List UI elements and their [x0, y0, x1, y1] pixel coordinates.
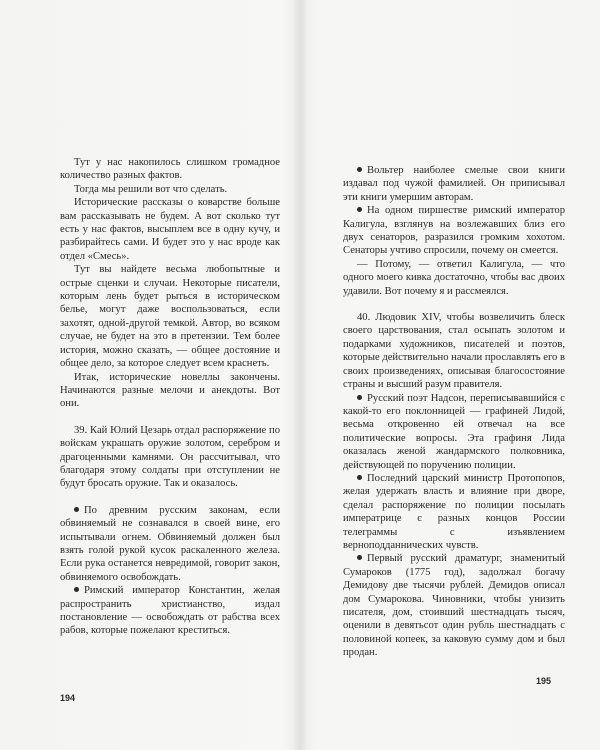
bullet-icon	[357, 555, 362, 560]
bullet-paragraph	[60, 584, 280, 638]
bullet-paragraph	[343, 472, 565, 552]
bullet-icon	[74, 587, 79, 592]
paragraph: — Потому, — ответил Калигула, — что одного моего кивка достаточно, чтобы вас двоих удавили. Вот почему я и рассмеялся.	[343, 258, 565, 297]
bullet-text: Первый русский драматург, знаменитый Сумароков (1775 год), задолжал богачу Демидову две тысячи рублей. Демидов описал дом Сумарокова. Чиновники, чтобы унизить писателя, дом, стоивший шестнадцать тысяч, оценили в девятьсот один рубль шестнадцать с половиной копеек, за каковую сумму дом и был продан.	[343, 553, 565, 659]
section-gap	[343, 298, 565, 311]
bullet-icon	[74, 507, 79, 512]
page-number: 195	[536, 676, 552, 686]
bullet-paragraph	[343, 392, 565, 472]
section-gap	[60, 491, 280, 504]
bullet-text: На одном пиршестве римский император Калигула, взглянув на возлежавших близ его двух сенаторов, разразился громким хохотом. Сенаторы учтиво спросили, почему он смеется.	[343, 205, 565, 257]
left-page-text	[60, 156, 280, 638]
bullet-icon	[357, 167, 362, 172]
page-number: 194	[60, 693, 76, 703]
bullet-paragraph	[343, 164, 565, 204]
bullet-text: Русский поэт Надсон, переписывавшийся с какой-то его поклонницей — графиней Лидой, весьма откровенно ей отвечал на все политические вопросы. Эта графиня Лида оказалась женой жандармского полковника, действующей по поручению полиции.	[343, 392, 565, 471]
bullet-paragraph	[343, 204, 565, 258]
bullet-icon	[357, 207, 362, 212]
bullet-icon	[357, 395, 362, 400]
bullet-text: Последний царский министр Протопопов, желая удержать власть и влияние при дворе, сделал распоряжение по полиции посылать императрице с разных концов России телеграммы с изъявлением верноподданнических чувств.	[343, 472, 565, 551]
bullet-text: По древним русским законам, если обвиняемый не сознавался в своей вине, его испытывали огнем. Обвиняемый должен был взять голой рукой кусок раскаленного железа. Если рука останется невредимой, говорит закон, обвиняемого освобождать.	[60, 504, 280, 583]
numbered-paragraph: 40. Людовик XIV, чтобы возвеличить блеск своего царствования, стал осыпать золотом и подарками художников, писателей и поэтов, которые действительно начали прославлять его в своих произведениях, описывая благосостояние страны и высший разум правителя.	[343, 312, 565, 391]
section-gap	[60, 411, 280, 424]
bullet-paragraph	[343, 552, 565, 659]
bullet-icon	[357, 475, 362, 480]
paragraph: Тут вы найдете весьма любопытные и острые сценки и случаи. Некоторые писатели, которым лень будет рыться в историческом белье, могут даже воспользоваться, если захотят, одной-другой темкой. Автор, во всяком случае, не будет на это в претензии. Тем более история, можно сказать, — общее достояние и общее дело, за которое следует всем краснеть.	[60, 264, 280, 370]
numbered-paragraph: 39. Кай Юлий Цезарь отдал распоряжение по войскам украшать оружие золотом, серебром и драгоценными камнями. Он рассчитывал, что благодаря этому солдаты при отступлении не будут бросать оружие. Так и оказалось.	[60, 424, 280, 490]
right-page	[300, 0, 600, 750]
paragraph: Тут у нас накопилось слишком громадное количество разных фактов.	[60, 157, 280, 182]
bullet-paragraph	[60, 504, 280, 584]
paragraph: Исторические рассказы о коварстве больше вам рассказывать не будем. А вот сколько тут есть у нас фактов, высыплем все в одну кучу, и разбирайтесь сами. И будет это у нас вроде как отдел «Смесь».	[60, 197, 280, 262]
right-page-text	[343, 164, 565, 660]
paragraph: Итак, исторические новеллы закончены. Начинаются разные мелочи и анекдоты. Вот они.	[60, 371, 280, 410]
paragraph: Тогда мы решили вот что сделать.	[74, 183, 228, 195]
bullet-text: Римский император Константин, желая распространить христианство, издал постановление — освобождать от рабства всех рабов, которые пожелают креститься.	[60, 585, 280, 637]
bullet-text: Вольтер наиболее смелые свои книги издавал под чужой фамилией. Он приписывал эти книги умершим авторам.	[343, 165, 565, 203]
